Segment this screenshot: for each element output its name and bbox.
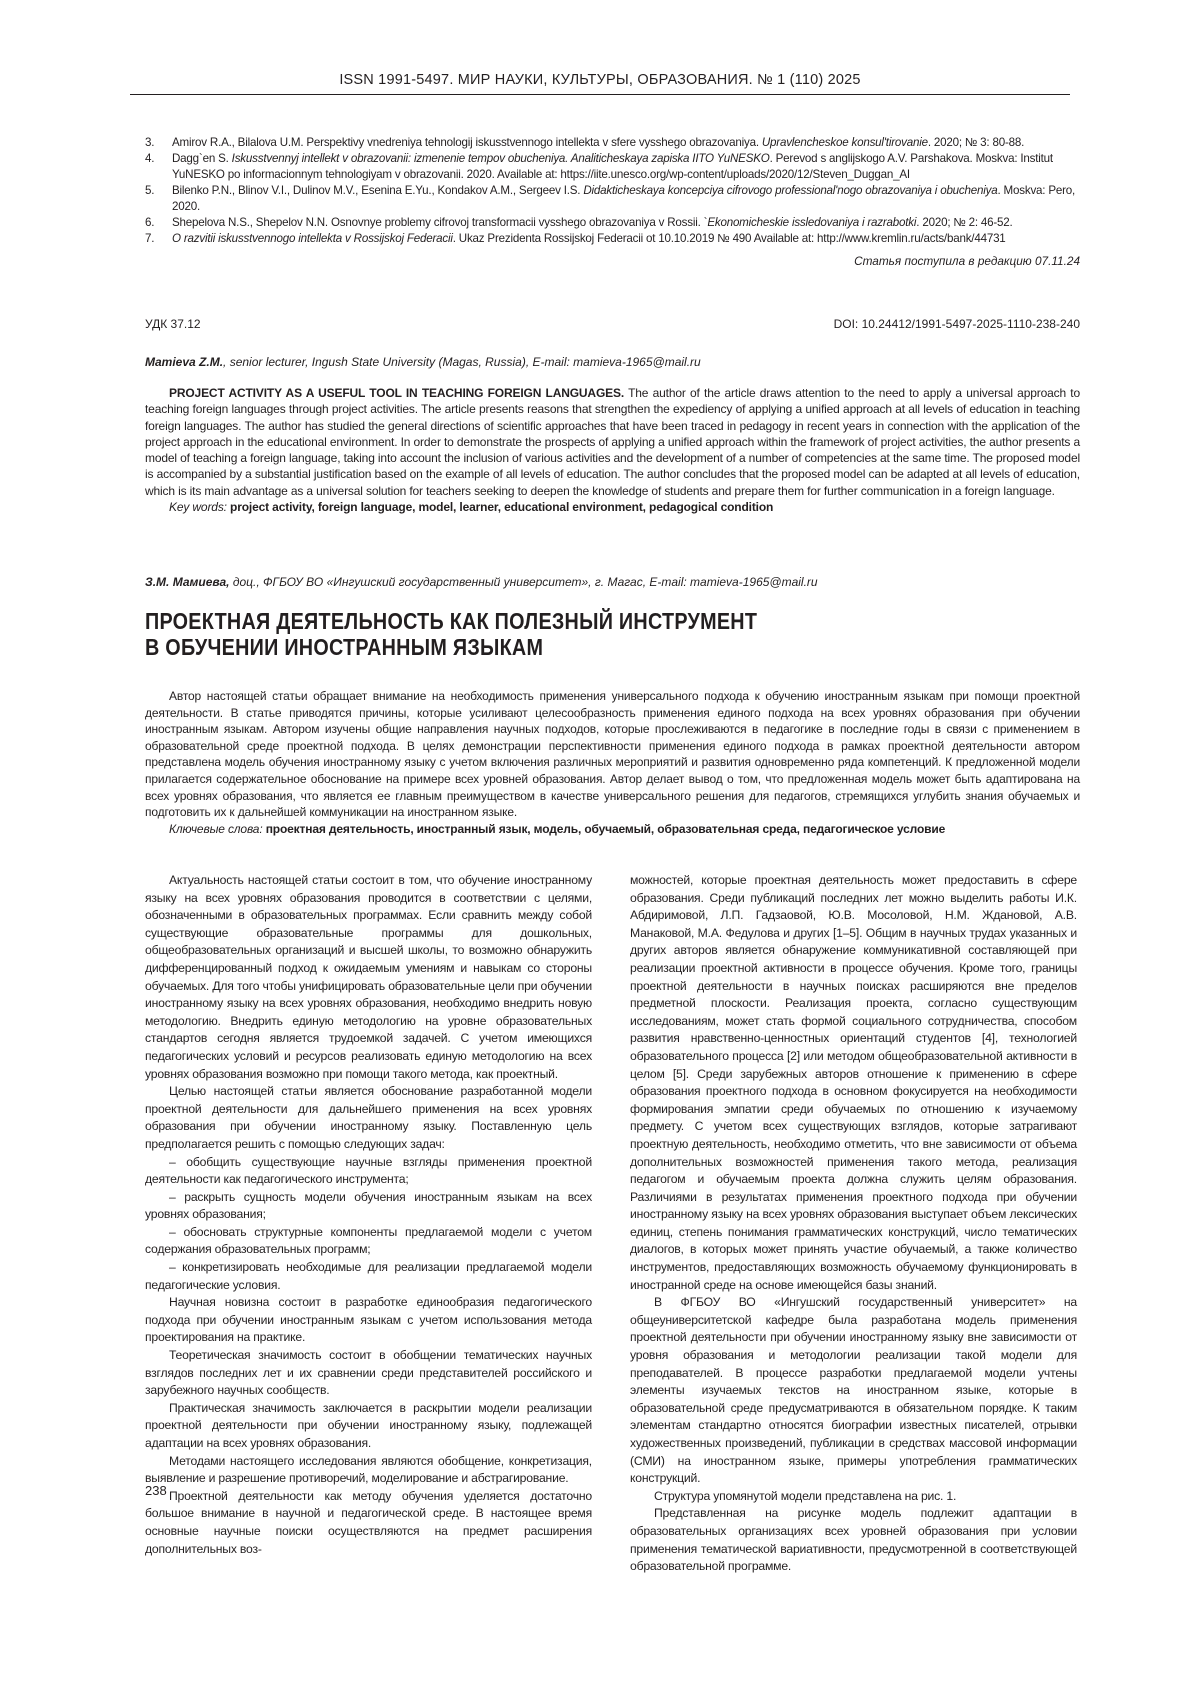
reference-number: 5. [145, 184, 155, 197]
reference-source: O razvitii iskusstvennogo intellekta v Rossijskoj Federacii [172, 232, 453, 245]
reference-number: 6. [145, 216, 155, 229]
paragraph: В ФГБОУ ВО «Ингушский государственный университет» на общеуниверситетской кафедре была разработана модель применения проектной деятельности при обучении иностранному языку вне зависимости от уровня образования и методологии реализации такой модели для преподавателей. В процессе разработки предлагаемой модели учтены элементы изучаемых текстов на иностранном языке, которые в образовательной среде предусматриваются в обязательном порядке. К таким элементам стандартно относятся биографии известных писателей, отрывки художественных произведений, публикации в средствах массовой информации (СМИ) на иностранном языке, примеры употребления грамматических конструкций. [630, 1295, 1077, 1486]
abstract-text: Автор настоящей статьи обращает внимание на необходимость применения универсального подхода к обучению иностранным языкам при помощи проектной деятельности. В статье приводятся причины, которые усиливают целесообразность применения единого подхода на всех уровнях образования при обучении иностранным языкам. Автором изучены общие направления научных подходов, которые прослеживаются в педагогике в последние годы в связи с применением в образовательной среде проектной подхода. В целях демонстрации перспективности применения единого подхода в рамках проектной деятельности автором представлена модель обучения иностранному языку с учетом включения различных мероприятий и развития одновременно ряда компетенций. К предложенной модели прилагается содержательное обоснование на примере всех уровней образования. Автор делает вывод о том, что предложенная модель может быть адаптирована на всех уровнях образования, что является ее главным преимуществом в качестве универсального решения для педагогов, стремящихся углубить знания обучаемых и подготовить их к дальнейшей коммуникации на иностранном языке. [145, 689, 1080, 820]
author-affiliation: доц., ФГБОУ ВО «Ингушский государственный университет», г. Магас, E-mail: mamieva-1965@mail.ru [229, 575, 818, 589]
reference-source: Iskusstvennyj intellekt v obrazovanii: izmenenie tempov obucheniya. Analiticheskaya zapiska IITO YuNESKO [231, 152, 770, 165]
abstract-ru [145, 688, 1080, 837]
list-item: – раскрыть сущность модели обучения иностранным языкам на всех уровнях образования; [145, 1189, 592, 1222]
title-line: В ОБУЧЕНИИ ИНОСТРАННЫМ ЯЗЫКАМ [145, 634, 544, 660]
reference-item [145, 215, 1080, 231]
reference-item [145, 151, 1080, 183]
author-info-en [145, 355, 701, 369]
reference-text: Bilenko P.N., Blinov V.I., Dulinov M.V., Esenina E.Yu., Kondakov A.M., Sergeev I.S. [172, 184, 584, 197]
paragraph: Практическая значимость заключается в раскрытии модели реализации проектной деятельности при обучении иностранному языку, подлежащей адаптации на всех уровнях образования. [145, 1400, 592, 1450]
list-item: – обобщить существующие научные взгляды применения проектной деятельности как педагогического инструмента; [145, 1154, 592, 1187]
paragraph: Проектной деятельности как методу обучения уделяется достаточно большое внимание в научной и педагогической среде. В настоящее время основные научные поиски осуществляются на предмет расширения дополнительных воз- [145, 1488, 592, 1556]
list-item: – обосновать структурные компоненты предлагаемой модели с учетом содержания образовательных программ; [145, 1224, 592, 1257]
reference-text: . Perevod s anglijskogo A.V. Parshakova. Moskva: Institut YuNESKO po informacionnym tehnologiyam v obrazovanii. 2020. Available at: https://iite.unesco.org/wp-content/uploads/2020/12/Steven_Duggan_AI [172, 152, 1053, 181]
author-info-ru [145, 575, 818, 589]
paragraph: Теоретическая значимость состоит в обобщении тематических научных взглядов последних лет и их сравнении среди представителей российского и зарубежного научных сообществ. [145, 1348, 592, 1398]
journal-header: ISSN 1991-5497. МИР НАУКИ, КУЛЬТУРЫ, ОБРАЗОВАНИЯ. № 1 (110) 2025 [130, 72, 1070, 95]
paragraph: Методами настоящего исследования являются обобщение, конкретизация, выявление и разрешение противоречий, моделирование и абстрагирование. [145, 1453, 592, 1486]
article-title-en: PROJECT ACTIVITY AS A USEFUL TOOL IN TEACHING FOREIGN LANGUAGES. [169, 386, 625, 400]
abstract-en [145, 385, 1080, 515]
received-date: Статья поступила в редакцию 07.11.24 [854, 254, 1080, 268]
reference-source: Ekonomicheskie issledovaniya i razrabotki [707, 216, 917, 229]
reference-text: . 2020; № 2: 46-52. [916, 216, 1013, 229]
paragraph: Научная новизна состоит в разработке единообразия педагогического подхода при обучении иностранным языкам с учетом использования метода проектирования на практике. [145, 1295, 592, 1345]
reference-number: 7. [145, 232, 155, 245]
keywords: project activity, foreign language, model, learner, educational environment, pedagogical condition [226, 500, 774, 515]
reference-item [145, 231, 1080, 247]
reference-text: Shepelova N.S., Shepelov N.N. Osnovnye problemy cifrovoj transformacii vysshego obrazovaniya v Rossii. ` [172, 216, 708, 229]
keywords: проектная деятельность, иностранный язык, модель, обучаемый, образовательная среда, педагогическое условие [262, 821, 946, 836]
reference-text: . Ukaz Prezidenta Rossijskoj Federacii ot 10.10.2019 № 490 Available at: http://www.kremlin.ru/acts/bank/44731 [452, 232, 1006, 245]
list-item: – конкретизировать необходимые для реализации предлагаемой модели педагогические условия. [145, 1260, 592, 1292]
reference-text: Dagg`en S. [172, 152, 232, 165]
author-name: З.М. Мамиева, [145, 575, 230, 589]
body-column-left [145, 872, 592, 1558]
udk-code: УДК 37.12 [145, 317, 201, 331]
title-line: ПРОЕКТНАЯ ДЕЯТЕЛЬНОСТЬ КАК ПОЛЕЗНЫЙ ИНСТРУМЕНТ [145, 608, 758, 634]
abstract-text: The author of the article draws attention to the need to apply a universal approach to teaching foreign languages through project activities. The article presents reasons that strengthen the expediency of applying a unified approach at all levels of education in teaching foreign languages. The author has studied the general directions of scientific approaches that have been traced in pedagogy in recent years in connection with the application of the project approach in the educational environment. In order to demonstrate the prospects of applying a unified approach within the framework of project activities, the author presents a model of teaching a foreign language, taking into account the inclusion of various activities and the development of a number of competencies at the same time. The proposed model is accompanied by a substantial justification based on the example of all levels of education. The author concludes that the proposed model can be adapted at all levels of education, which is its main advantage as a universal solution for teachers seeking to deepen the knowledge of students and prepare them for further communication in a foreign language. [145, 386, 1081, 498]
paragraph: Представленная на рисунке модель подлежит адаптации в образовательных организациях всех уровней образования при условии применения тематической вариативности, предусмотренной в соответствующей образовательной программе. [630, 1506, 1077, 1574]
reference-number: 3. [145, 136, 155, 149]
body-column-right [630, 872, 1077, 1576]
paragraph: можностей, которые проектная деятельность может предоставить в сфере образования. Среди публикаций последних лет можно выделить работы И.К. Абдиримовой, Л.П. Гадзаовой, Ю.В. Мосоловой, Н.М. Ждановой, А.В. Манаковой, М.А. Федулова и других [1–5]. Общим в научных трудах указанных и других авторов является обнаружение коммуникативной составляющей при реализации проектной активности в процессе обучения. Кроме того, границы проектной деятельности в научных поисках расширяются вне пределов предметной плоскости. Реализация проекта, согласно существующим исследованиям, может стать формой социального сотрудничества, способом развития нравственно-ценностных ориентаций студентов [4], технологией образовательного процесса [2] или методом общеобразовательной активности в целом [5]. Среди зарубежных авторов отношение к применению в сфере образования проектного подхода в основном фокусируется на необходимости формирования эмпатии среди обучаемых по отношению к изучаемому предмету. С учетом всех существующих взглядов, которые затрагивают проектную деятельность, необходимо отметить, что вне зависимости от объема дополнительных возможностей применения такого метода, реализация педагогом и обучаемым проекта должна служить целям образования. Различиями в результатах применения проектного подхода при обучении иностранному языку на всех уровнях образования выступает объем лексических единиц, степень понимания грамматических конструкций, число тематических диалогов, в которых может принять участие обучаемый, а также количество инструментов, предоставляющих возможность обучаемому функционировать в иностранной среде на основе имеющейся базы знаний. [630, 873, 1077, 1292]
article-title-ru [145, 608, 833, 660]
reference-item [145, 183, 1080, 215]
reference-source: Upravlencheskoe konsul'tirovanie [761, 136, 928, 149]
author-affiliation: , senior lecturer, Ingush State University (Magas, Russia), E-mail: mamieva-1965@mail.ru [223, 355, 701, 369]
paragraph: Структура упомянутой модели представлена на рис. 1. [654, 1488, 957, 1503]
paragraph: Целью настоящей статьи является обоснование разработанной модели проектной деятельности для дальнейшего применения на всех уровнях образования при обучении иностранному языку. Поставленную цель предполагается решить с помощью следующих задач: [145, 1084, 592, 1151]
page-number: 238 [145, 1483, 167, 1498]
reference-item [145, 135, 1080, 151]
reference-text: Amirov R.A., Bilalova U.M. Perspektivy vnedreniya tehnologij iskusstvennogo intellekta v sfere vysshego obrazovaniya. [172, 136, 762, 149]
keywords-label: Ключевые слова: [169, 821, 263, 836]
reference-text: . 2020; № 3: 80-88. [927, 136, 1025, 149]
paragraph: Актуальность настоящей статьи состоит в том, что обучение иностранному языку на всех уровнях образования проводится в соответствии с целями, обозначенными в образовательных программах. Если сравнить между собой существующие образовательные программы для дошкольных, общеобразовательных организаций и высшей школы, то возможно обнаружить дифференцированный подход к ожидаемым умениям и навыкам со стороны обучаемых. Для того чтобы унифицировать образовательные цели при обучении иностранному языку на всех уровнях образования, необходимо внедрить новую методологию. Внедрить единую методологию на уровне образовательных стандартов сегодня является трудоемкой задачей. С учетом имеющихся педагогических условий и ресурсов реализовать единую методологию на всех уровнях образования возможно при помощи такого метода, как проектный. [145, 873, 592, 1081]
reference-text: . Moskva: Pero, 2020. [172, 184, 1076, 213]
reference-list [145, 135, 1080, 247]
doi: DOI: 10.24412/1991-5497-2025-1110-238-240 [833, 317, 1080, 331]
keywords-label: Key words: [169, 500, 227, 515]
author-name: Mamieva Z.M. [145, 355, 224, 369]
reference-source: Didakticheskaya koncepciya cifrovogo professional'nogo obrazovaniya i obucheniya [583, 184, 998, 197]
reference-number: 4. [145, 152, 155, 165]
